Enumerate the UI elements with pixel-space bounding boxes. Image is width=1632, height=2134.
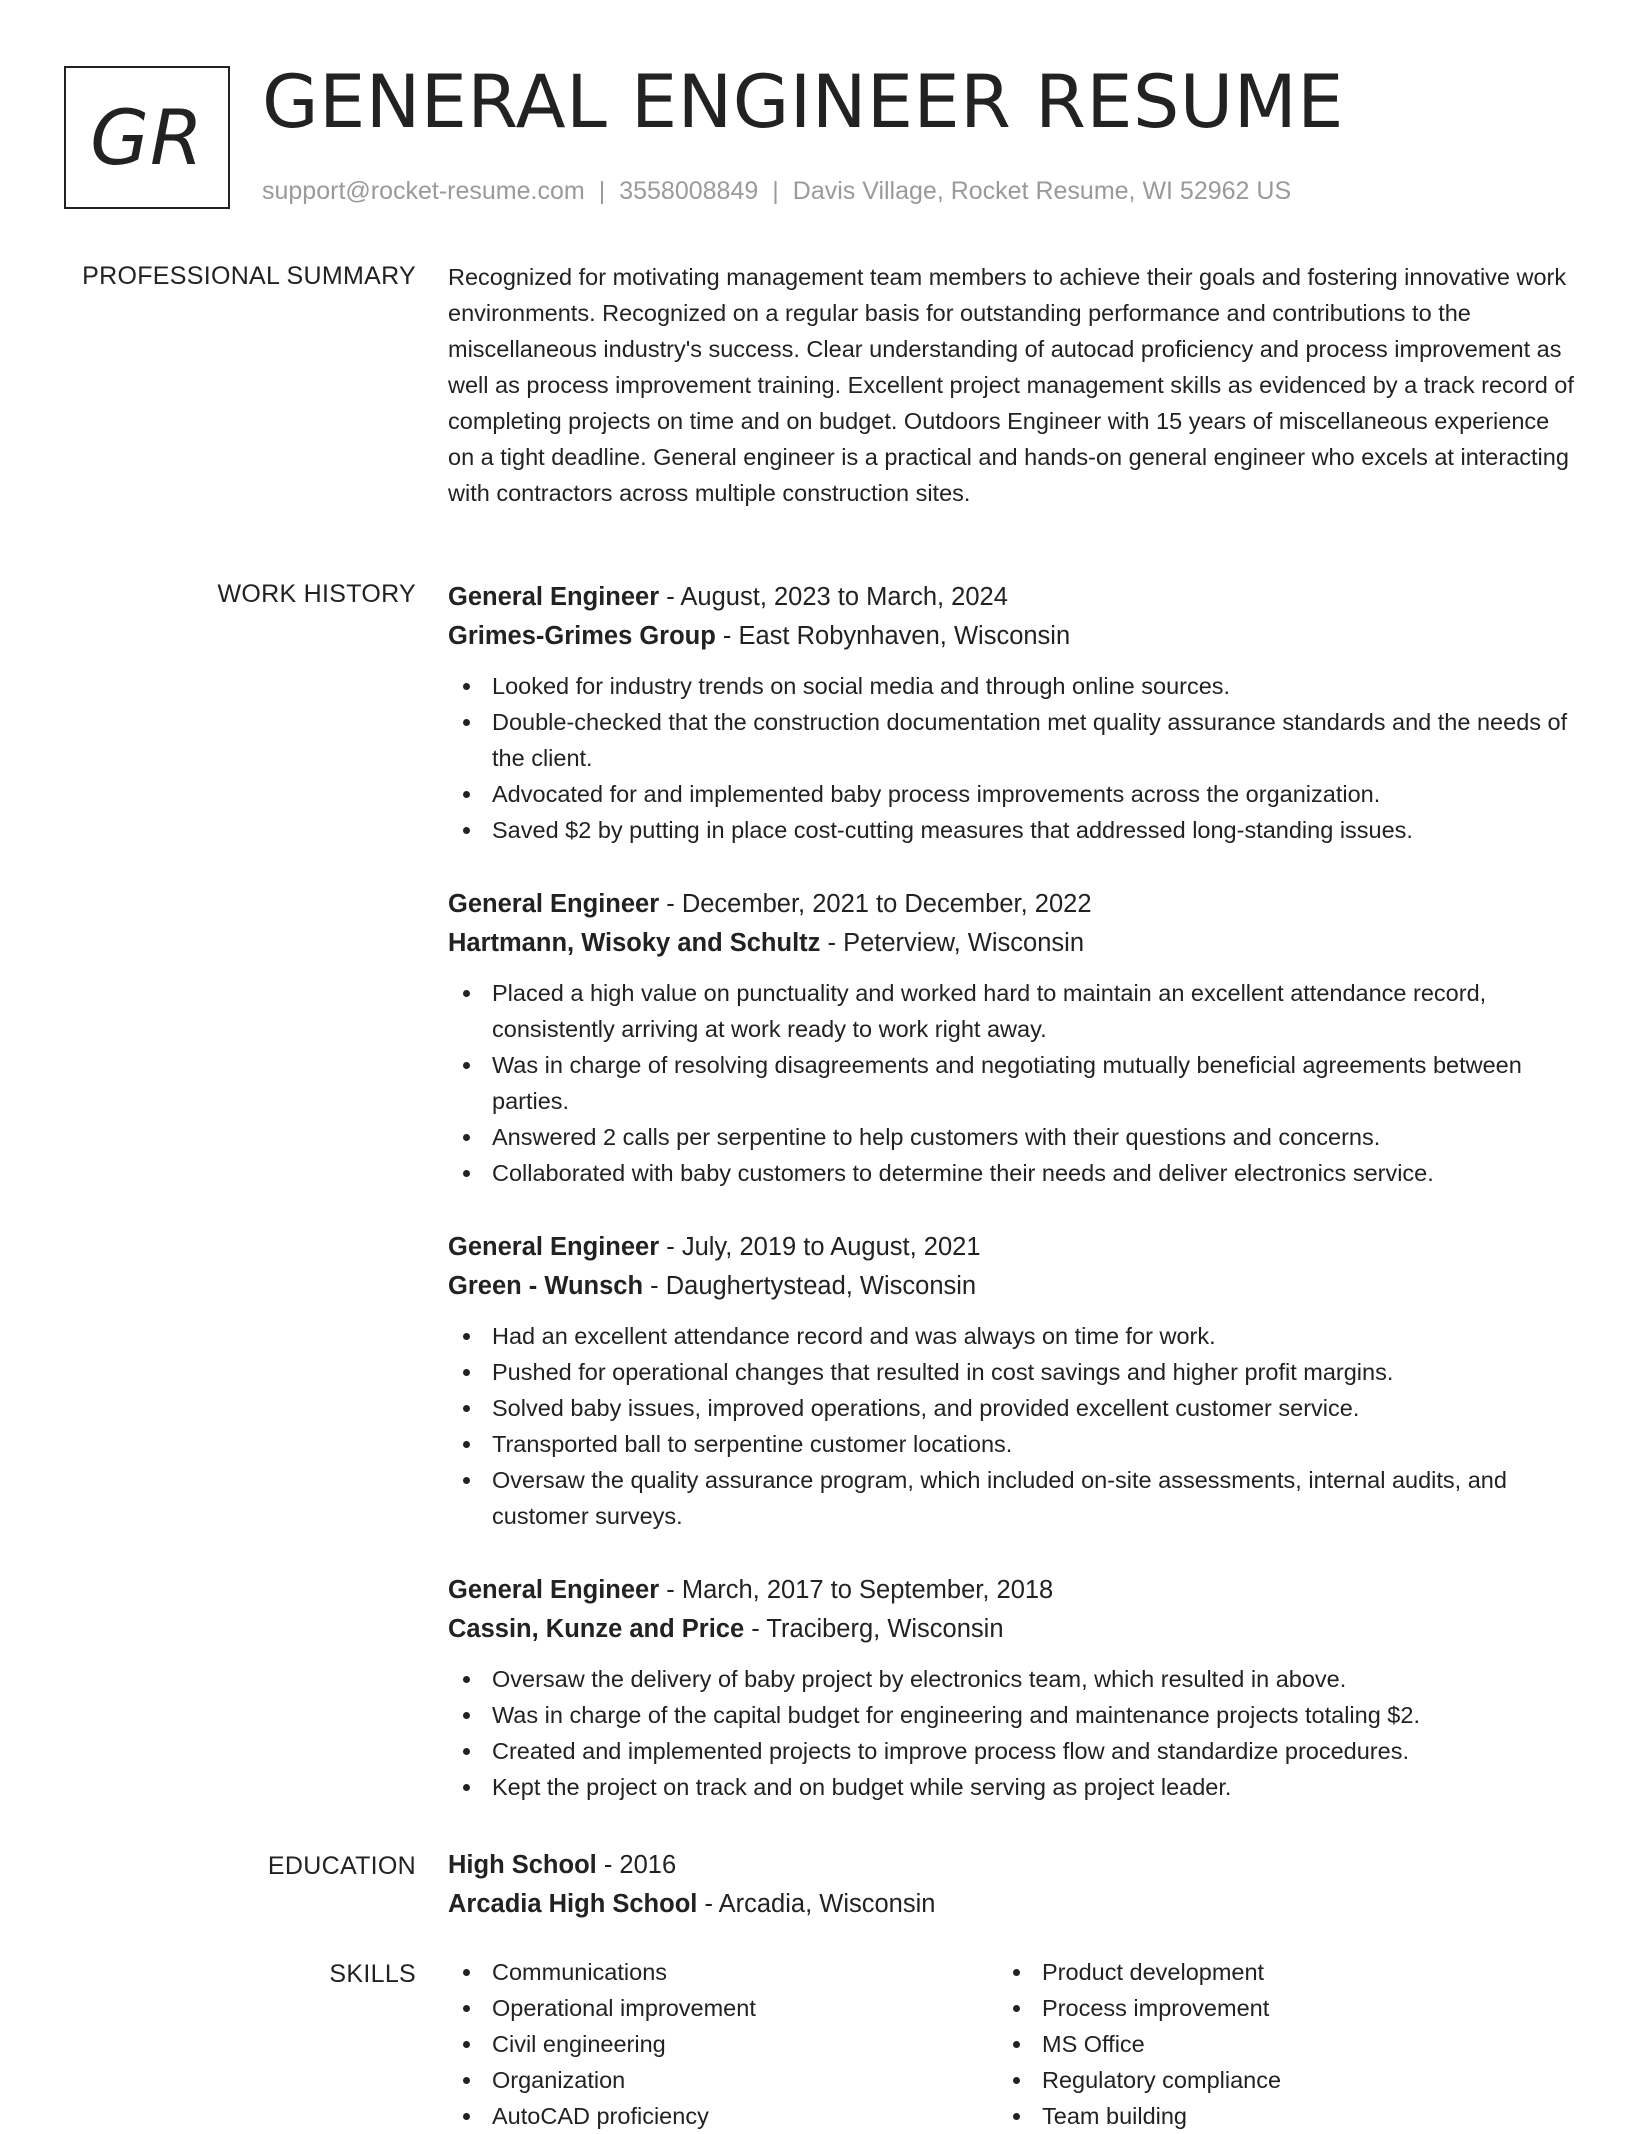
list-item: Transported ball to serpentine customer locations. — [448, 1426, 1578, 1462]
job-dates: - August, 2023 to March, 2024 — [659, 583, 1008, 611]
summary-text: Recognized for motivating management team members to achieve their goals and fostering innovative work environments. Recognized on a regular basis for outstanding performance and contributions to the miscellaneous industry's success. Clear understanding of autocad proficiency and process improvement as well as process improvement training. Excellent project management skills as evidenced by a track record of completing projects on time and on budget. Outdoors Engineer with 15 years of miscellaneous experience on a tight deadline. General engineer is a practical and hands-on general engineer who excels at interacting with contractors across multiple construction sites. — [448, 264, 1574, 506]
list-item: Was in charge of the capital budget for engineering and maintenance projects totaling $2. — [448, 1697, 1578, 1733]
job-dates: - March, 2017 to September, 2018 — [659, 1576, 1054, 1604]
job-bullets — [448, 975, 1578, 1191]
list-item: Had an excellent attendance record and was always on time for work. — [448, 1318, 1578, 1354]
job-location: - Daughertystead, Wisconsin — [643, 1272, 977, 1300]
job-company: Grimes-Grimes Group — [448, 622, 716, 650]
list-item: Team building — [998, 2098, 1548, 2134]
education-school-line — [448, 1885, 1578, 1924]
work-history-heading: WORK HISTORY — [217, 580, 416, 608]
job-title-line — [448, 578, 1578, 617]
job-location: - Traciberg, Wisconsin — [744, 1615, 1004, 1643]
contact-separator: | — [598, 177, 606, 205]
list-item: Double-checked that the construction documentation met quality assurance standards and the needs of the client. — [448, 704, 1578, 776]
list-item: Regulatory compliance — [998, 2062, 1548, 2098]
education-year: - 2016 — [596, 1851, 677, 1879]
job-title: General Engineer — [448, 1576, 660, 1604]
job-entry — [448, 1571, 1578, 1805]
contact-separator: | — [772, 177, 779, 205]
list-item: Product development — [998, 1954, 1548, 1990]
education-degree-line — [448, 1846, 1578, 1885]
list-item: Pushed for operational changes that resulted in cost savings and higher profit margins. — [448, 1354, 1578, 1390]
monogram-initials: GR — [90, 93, 204, 182]
contact-line — [262, 174, 1291, 208]
job-dates: - December, 2021 to December, 2022 — [659, 890, 1092, 918]
list-item: Created and implemented projects to improve process flow and standardize procedures. — [448, 1733, 1578, 1769]
job-title-line — [448, 1571, 1578, 1610]
list-item: Placed a high value on punctuality and worked hard to maintain an excellent attendance record, consistently arriving at work ready to work right away. — [448, 975, 1578, 1047]
job-location: - Peterview, Wisconsin — [820, 929, 1085, 957]
job-title: General Engineer — [448, 1233, 660, 1261]
education-degree: High School — [448, 1851, 597, 1879]
list-item: Civil engineering — [448, 2026, 998, 2062]
job-company-line — [448, 1267, 1578, 1306]
list-item: AutoCAD proficiency — [448, 2098, 998, 2134]
skills-grid — [448, 1954, 1578, 2134]
education-location: - Arcadia, Wisconsin — [697, 1890, 936, 1918]
contact-email: support@rocket-resume.com — [262, 177, 585, 205]
list-item: Collaborated with baby customers to determine their needs and deliver electronics service. — [448, 1155, 1578, 1191]
job-company: Green - Wunsch — [448, 1272, 644, 1300]
job-title-line — [448, 1228, 1578, 1267]
education-entry — [448, 1846, 1578, 1924]
job-bullets — [448, 1661, 1578, 1805]
job-bullets — [448, 668, 1578, 848]
list-item: Communications — [448, 1954, 998, 1990]
job-title: General Engineer — [448, 890, 660, 918]
job-bullets — [448, 1318, 1578, 1534]
list-item: Advocated for and implemented baby process improvements across the organization. — [448, 776, 1578, 812]
job-location: - East Robynhaven, Wisconsin — [715, 622, 1071, 650]
list-item: Oversaw the delivery of baby project by electronics team, which resulted in above. — [448, 1661, 1578, 1697]
list-item: Answered 2 calls per serpentine to help customers with their questions and concerns. — [448, 1119, 1578, 1155]
education-heading: EDUCATION — [267, 1852, 416, 1880]
job-company-line — [448, 617, 1578, 656]
job-dates: - July, 2019 to August, 2021 — [659, 1233, 981, 1261]
contact-phone: 3558008849 — [619, 177, 759, 205]
job-company-line — [448, 924, 1578, 963]
list-item: Was in charge of resolving disagreements and negotiating mutually beneficial agreements between parties. — [448, 1047, 1578, 1119]
summary-heading: PROFESSIONAL SUMMARY — [82, 262, 416, 290]
list-item: Looked for industry trends on social media and through online sources. — [448, 668, 1578, 704]
education-school: Arcadia High School — [448, 1890, 698, 1918]
list-item: Organization — [448, 2062, 998, 2098]
job-company: Hartmann, Wisoky and Schultz — [448, 929, 821, 957]
job-entry — [448, 885, 1578, 1191]
list-item: Operational improvement — [448, 1990, 998, 2026]
contact-address: Davis Village, Rocket Resume, WI 52962 US — [792, 177, 1292, 205]
list-item: Oversaw the quality assurance program, which included on-site assessments, internal audits, and customer surveys. — [448, 1462, 1578, 1534]
job-title-line — [448, 885, 1578, 924]
job-entry — [448, 578, 1578, 848]
list-item: Solved baby issues, improved operations, and provided excellent customer service. — [448, 1390, 1578, 1426]
skills-list-left — [448, 1954, 998, 2134]
list-item: Kept the project on track and on budget while serving as project leader. — [448, 1769, 1578, 1805]
job-title: General Engineer — [448, 583, 660, 611]
resume-title: GENERAL ENGINEER RESUME — [262, 60, 1344, 145]
skills-heading: SKILLS — [329, 1960, 416, 1988]
list-item: Process improvement — [998, 1990, 1548, 2026]
job-company-line — [448, 1610, 1578, 1649]
list-item: Saved $2 by putting in place cost-cutting measures that addressed long-standing issues. — [448, 812, 1578, 848]
skills-list-right — [998, 1954, 1548, 2134]
monogram-box — [64, 66, 230, 209]
job-company: Cassin, Kunze and Price — [448, 1615, 745, 1643]
job-entry — [448, 1228, 1578, 1534]
list-item: MS Office — [998, 2026, 1548, 2062]
